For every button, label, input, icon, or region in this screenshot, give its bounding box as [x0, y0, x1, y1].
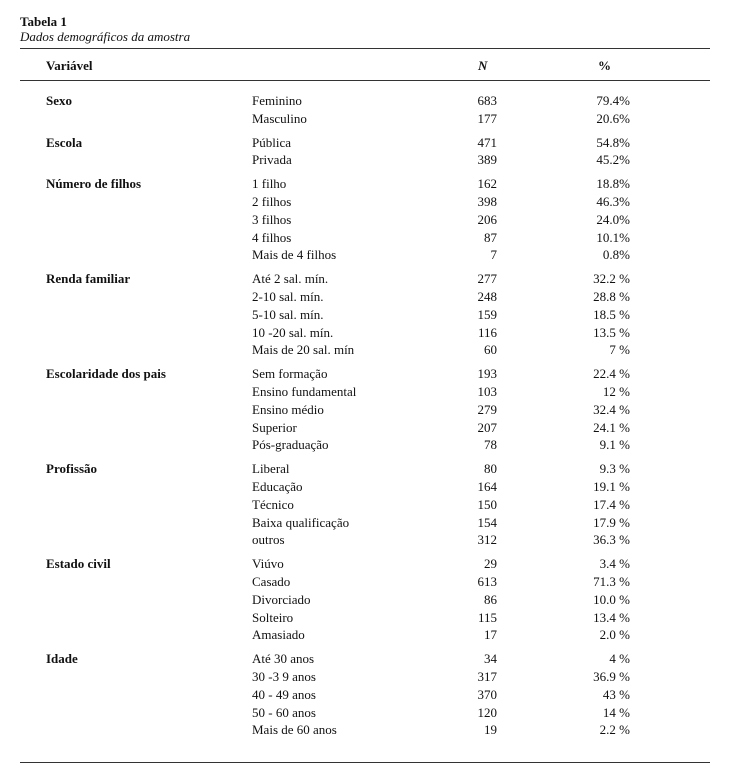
- header-n: N: [478, 58, 488, 73]
- category-cell: Pública: [252, 134, 291, 150]
- n-cell: 150: [477, 496, 497, 512]
- percent-cell: 2.2 %: [599, 722, 630, 738]
- category-cell: Mais de 20 sal. mín: [252, 342, 355, 358]
- category-cell: 10 -20 sal. mín.: [252, 324, 334, 340]
- n-cell: 103: [477, 383, 497, 399]
- n-cell: 78: [484, 437, 497, 453]
- category-cell: Divorciado: [252, 591, 311, 607]
- group-label: Escolaridade dos pais: [46, 366, 166, 382]
- n-cell: 34: [484, 651, 497, 667]
- table-body: [0, 92, 745, 745]
- n-cell: 370: [477, 686, 497, 702]
- table-group: [0, 270, 745, 359]
- table-row: [0, 478, 745, 496]
- table-row: [0, 211, 745, 229]
- table-group: [0, 650, 745, 739]
- category-cell: 5-10 sal. mín.: [252, 306, 324, 322]
- table-row: [0, 110, 745, 128]
- table-group: [0, 175, 745, 264]
- table-group: [0, 134, 745, 170]
- n-cell: 389: [477, 152, 497, 168]
- category-cell: Liberal: [252, 461, 290, 477]
- percent-cell: 20.6%: [596, 110, 630, 126]
- percent-cell: 18.8%: [596, 176, 630, 192]
- n-cell: 248: [477, 288, 497, 304]
- category-cell: Casado: [252, 573, 291, 589]
- table-row: [0, 229, 745, 247]
- percent-cell: 4 %: [609, 651, 630, 667]
- table-row: [0, 134, 745, 152]
- category-cell: Mais de 60 anos: [252, 722, 337, 738]
- percent-cell: 71.3 %: [593, 573, 630, 589]
- table-row: [0, 341, 745, 359]
- table-row: [0, 365, 745, 383]
- n-cell: 80: [484, 461, 497, 477]
- table-row: [0, 609, 745, 627]
- category-cell: Viúvo: [252, 556, 284, 572]
- category-cell: 4 filhos: [252, 229, 292, 245]
- category-cell: 1 filho: [252, 176, 287, 192]
- group-label: Renda familiar: [46, 271, 131, 287]
- table-row: [0, 704, 745, 722]
- percent-cell: 0.8%: [602, 247, 630, 263]
- category-cell: 40 - 49 anos: [252, 686, 316, 702]
- header-rule: [20, 80, 710, 81]
- group-label: Número de filhos: [46, 176, 142, 192]
- category-cell: 30 -3 9 anos: [252, 668, 316, 684]
- table-caption: [20, 14, 190, 44]
- n-cell: 279: [477, 401, 497, 417]
- category-cell: Técnico: [252, 496, 294, 512]
- percent-cell: 36.3 %: [593, 532, 630, 548]
- percent-cell: 79.4%: [596, 93, 630, 108]
- table-row: [0, 401, 745, 419]
- table-row: [0, 626, 745, 644]
- category-cell: Educação: [252, 478, 303, 494]
- percent-cell: 19.1 %: [593, 478, 630, 494]
- percent-cell: 17.4 %: [593, 496, 630, 512]
- top-rule: [20, 48, 710, 49]
- percent-cell: 2.0 %: [599, 627, 630, 643]
- category-cell: 2-10 sal. mín.: [252, 288, 324, 304]
- percent-cell: 46.3%: [596, 193, 630, 209]
- n-cell: 207: [477, 419, 497, 435]
- table-group: [0, 555, 745, 644]
- table-row: [0, 573, 745, 591]
- category-cell: Até 30 anos: [252, 651, 315, 667]
- table-group: [0, 460, 745, 549]
- n-cell: 162: [477, 176, 497, 192]
- category-cell: Ensino fundamental: [252, 383, 357, 399]
- table-row: [0, 514, 745, 532]
- percent-cell: 9.1 %: [599, 437, 630, 453]
- table-row: [0, 193, 745, 211]
- percent-cell: 32.4 %: [593, 401, 630, 417]
- category-cell: Superior: [252, 419, 297, 435]
- category-cell: 3 filhos: [252, 211, 292, 227]
- table-row: [0, 436, 745, 454]
- category-cell: Amasiado: [252, 627, 305, 643]
- n-cell: 613: [477, 573, 497, 589]
- n-cell: 683: [477, 93, 497, 108]
- percent-cell: 28.8 %: [593, 288, 630, 304]
- percent-cell: 36.9 %: [593, 668, 630, 684]
- n-cell: 471: [477, 134, 497, 150]
- table-row: [0, 555, 745, 573]
- n-cell: 17: [484, 627, 497, 643]
- percent-cell: 32.2 %: [593, 271, 630, 287]
- n-cell: 86: [484, 591, 497, 607]
- percent-cell: 13.5 %: [593, 324, 630, 340]
- category-cell: Masculino: [252, 110, 307, 126]
- n-cell: 154: [477, 514, 497, 530]
- n-cell: 193: [477, 366, 497, 382]
- n-cell: 317: [477, 668, 497, 684]
- table-row: [0, 591, 745, 609]
- table-group: [0, 92, 745, 128]
- table-label: Tabela 1: [20, 14, 67, 29]
- table-row: [0, 175, 745, 193]
- n-cell: 60: [484, 342, 497, 358]
- n-cell: 177: [477, 110, 497, 126]
- table-row: [0, 383, 745, 401]
- table-row: [0, 92, 745, 110]
- header-variable: Variável: [46, 58, 93, 73]
- percent-cell: 17.9 %: [593, 514, 630, 530]
- table-row: [0, 460, 745, 478]
- table-row: [0, 419, 745, 437]
- n-cell: 29: [484, 556, 497, 572]
- group-label: Idade: [46, 651, 78, 667]
- n-cell: 277: [477, 271, 497, 287]
- percent-cell: 13.4 %: [593, 609, 630, 625]
- group-label: Escola: [46, 134, 83, 150]
- category-cell: Privada: [252, 152, 292, 168]
- n-cell: 159: [477, 306, 497, 322]
- n-cell: 398: [477, 193, 497, 209]
- category-cell: outros: [252, 532, 285, 548]
- n-cell: 115: [477, 609, 497, 625]
- percent-cell: 24.0%: [596, 211, 630, 227]
- percent-cell: 10.0 %: [593, 591, 630, 607]
- n-cell: 7: [490, 247, 497, 263]
- table-row: [0, 270, 745, 288]
- table-row: [0, 650, 745, 668]
- n-cell: 19: [484, 722, 497, 738]
- n-cell: 87: [484, 229, 497, 245]
- percent-cell: 18.5 %: [593, 306, 630, 322]
- table-row: [0, 496, 745, 514]
- table-row: [0, 686, 745, 704]
- category-cell: Solteiro: [252, 609, 294, 625]
- n-cell: 120: [477, 704, 497, 720]
- percent-cell: 22.4 %: [593, 366, 630, 382]
- bottom-rule: [20, 762, 710, 763]
- n-cell: 206: [477, 211, 497, 227]
- category-cell: Ensino médio: [252, 401, 324, 417]
- percent-cell: 12 %: [602, 383, 630, 399]
- n-cell: 116: [477, 324, 497, 340]
- percent-cell: 54.8%: [596, 134, 630, 150]
- table-row: [0, 324, 745, 342]
- category-cell: Mais de 4 filhos: [252, 247, 337, 263]
- header-percent: %: [598, 58, 611, 73]
- category-cell: Feminino: [252, 93, 302, 108]
- percent-cell: 9.3 %: [599, 461, 630, 477]
- table-row: [0, 306, 745, 324]
- percent-cell: 14 %: [602, 704, 630, 720]
- table-row: [0, 246, 745, 264]
- percent-cell: 45.2%: [596, 152, 630, 168]
- percent-cell: 10.1%: [596, 229, 630, 245]
- table-row: [0, 668, 745, 686]
- group-label: Profissão: [46, 461, 98, 477]
- category-cell: Até 2 sal. mín.: [252, 271, 329, 287]
- table-row: [0, 151, 745, 169]
- table-row: [0, 288, 745, 306]
- percent-cell: 7 %: [609, 342, 630, 358]
- category-cell: Sem formação: [252, 366, 328, 382]
- percent-cell: 24.1 %: [593, 419, 630, 435]
- n-cell: 164: [477, 478, 497, 494]
- percent-cell: 43 %: [602, 686, 630, 702]
- category-cell: Baixa qualificação: [252, 514, 350, 530]
- n-cell: 312: [477, 532, 497, 548]
- table-title: Dados demográficos da amostra: [20, 29, 191, 44]
- category-cell: Pós-graduação: [252, 437, 329, 453]
- table-row: [0, 721, 745, 739]
- category-cell: 2 filhos: [252, 193, 292, 209]
- group-label: Sexo: [46, 93, 72, 108]
- table-group: [0, 365, 745, 454]
- table-row: [0, 531, 745, 549]
- group-label: Estado civil: [46, 556, 111, 572]
- category-cell: 50 - 60 anos: [252, 704, 316, 720]
- percent-cell: 3.4 %: [599, 556, 630, 572]
